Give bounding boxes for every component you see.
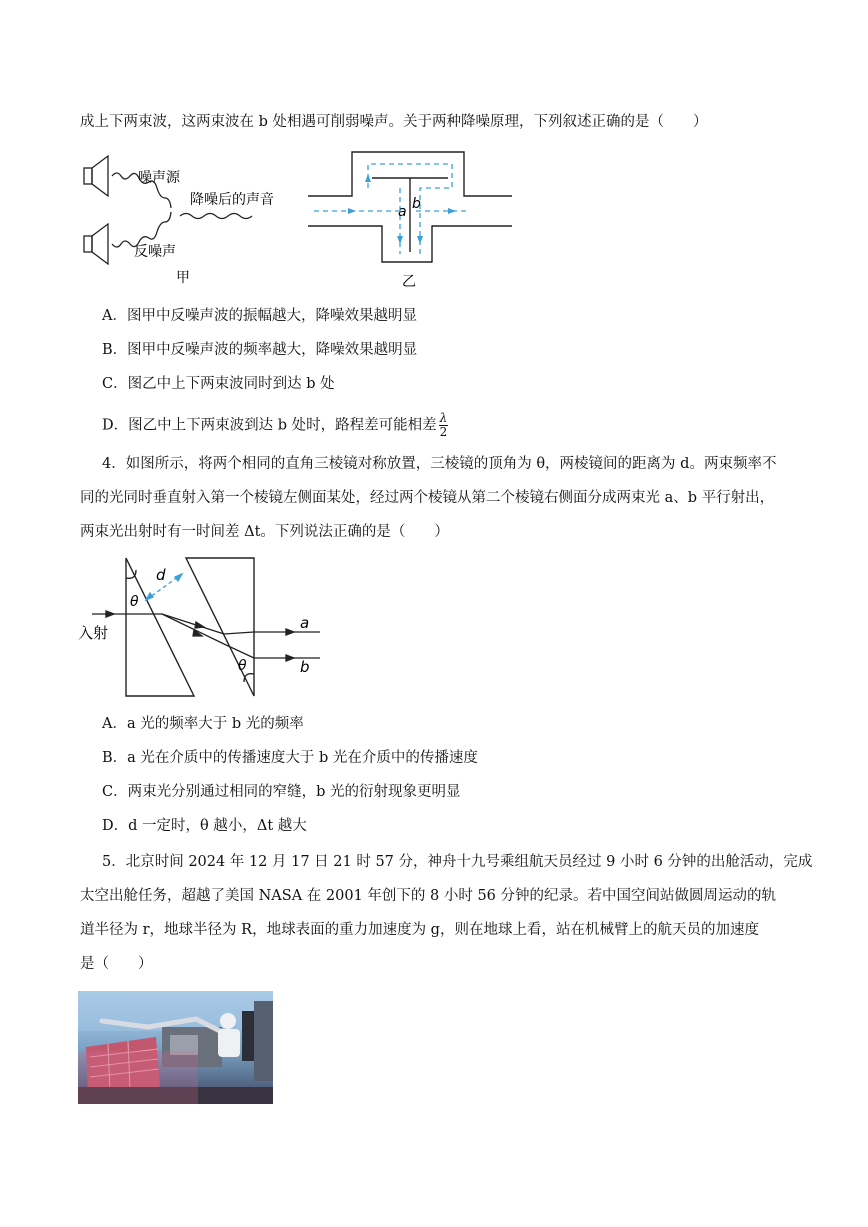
point-a-label: a (398, 204, 407, 220)
q4-option-c[interactable]: C．两束光分别通过相同的窄缝，b 光的衍射现象更明显 (102, 784, 461, 800)
q4-option-d[interactable]: D．d 一定时，θ 越小，Δt 越大 (102, 818, 307, 834)
figure-a-caption: 甲 (176, 270, 190, 286)
q4-prism-figure (78, 552, 328, 702)
speaker-icon-upper (84, 156, 108, 196)
reduced-wave (180, 214, 252, 219)
q4-stem-line-3: 两束光出射时有一时间差 Δt。下列说法正确的是（ ） (80, 524, 449, 540)
q3-option-b[interactable]: B．图甲中反噪声波的频率越大，降噪效果越明显 (102, 342, 418, 358)
ray-b-label: b (300, 658, 310, 676)
figure-b-caption: 乙 (402, 274, 416, 290)
q5-stem-line-3: 道半径为 r，地球半径为 R，地球表面的重力加速度为 g，则在地球上看，站在机械臂上的航天员的加速度 (80, 922, 759, 938)
q3-figure-a (78, 148, 293, 288)
incident-label: 入射 (78, 624, 109, 642)
q3-figure-b (300, 148, 520, 290)
q4-option-b[interactable]: B．a 光在介质中的传播速度大于 b 光在介质中的传播速度 (102, 750, 478, 766)
distance-d-label: d (156, 566, 166, 584)
point-b-label: b (412, 196, 421, 212)
q4-stem-line-1: 4．如图所示，将两个相同的直角三棱镜对称放置，三棱镜的顶角为 θ，两棱镜间的距离为 d。两束频率不 (102, 456, 777, 472)
q4-option-a[interactable]: A．a 光的频率大于 b 光的频率 (102, 716, 304, 732)
q3-stem-text: 成上下两束波，这两束波在 b 处相遇可削弱噪声。关于两种降噪原理，下列叙述正确的是（ ） (80, 114, 708, 130)
q4-stem-line-2: 同的光同时垂直射入第一个棱镜左侧面某处，经过两个棱镜从第二个棱镜右侧面分成两束光 a、b 平行射出， (80, 490, 775, 506)
q3-option-a[interactable]: A．图甲中反噪声波的振幅越大，降噪效果越明显 (102, 308, 417, 324)
reduced-sound-label: 降噪后的声音 (190, 192, 274, 208)
lambda-over-2-fraction: $\frac{\lambda}{2}$ (439, 411, 448, 439)
anti-noise-label: 反噪声 (134, 244, 176, 260)
astronaut-photo (78, 991, 273, 1104)
anti-noise-wave (112, 212, 171, 247)
q3-option-d[interactable] (102, 412, 448, 439)
noise-source-label: 噪声源 (138, 170, 180, 186)
q3-option-c[interactable]: C．图乙中上下两束波同时到达 b 处 (102, 376, 335, 392)
ray-a-label: a (300, 614, 310, 632)
angle-theta-label-2: θ (238, 658, 247, 674)
angle-theta-label-1: θ (130, 594, 139, 610)
speaker-icon-lower (84, 224, 108, 264)
q3-option-d-text: D．图乙中上下两束波到达 b 处时，路程差可能相差 (102, 417, 437, 434)
q5-stem-line-1: 5．北京时间 2024 年 12 月 17 日 21 时 57 分，神舟十九号乘组航天员经过 9 小时 6 分钟的出舱活动，完成 (102, 854, 813, 870)
q5-stem-line-2: 太空出舱任务，超越了美国 NASA 在 2001 年创下的 8 小时 56 分钟的纪录。若中国空间站做圆周运动的轨 (80, 888, 777, 904)
q5-stem-line-4: 是（ ） (80, 956, 153, 972)
